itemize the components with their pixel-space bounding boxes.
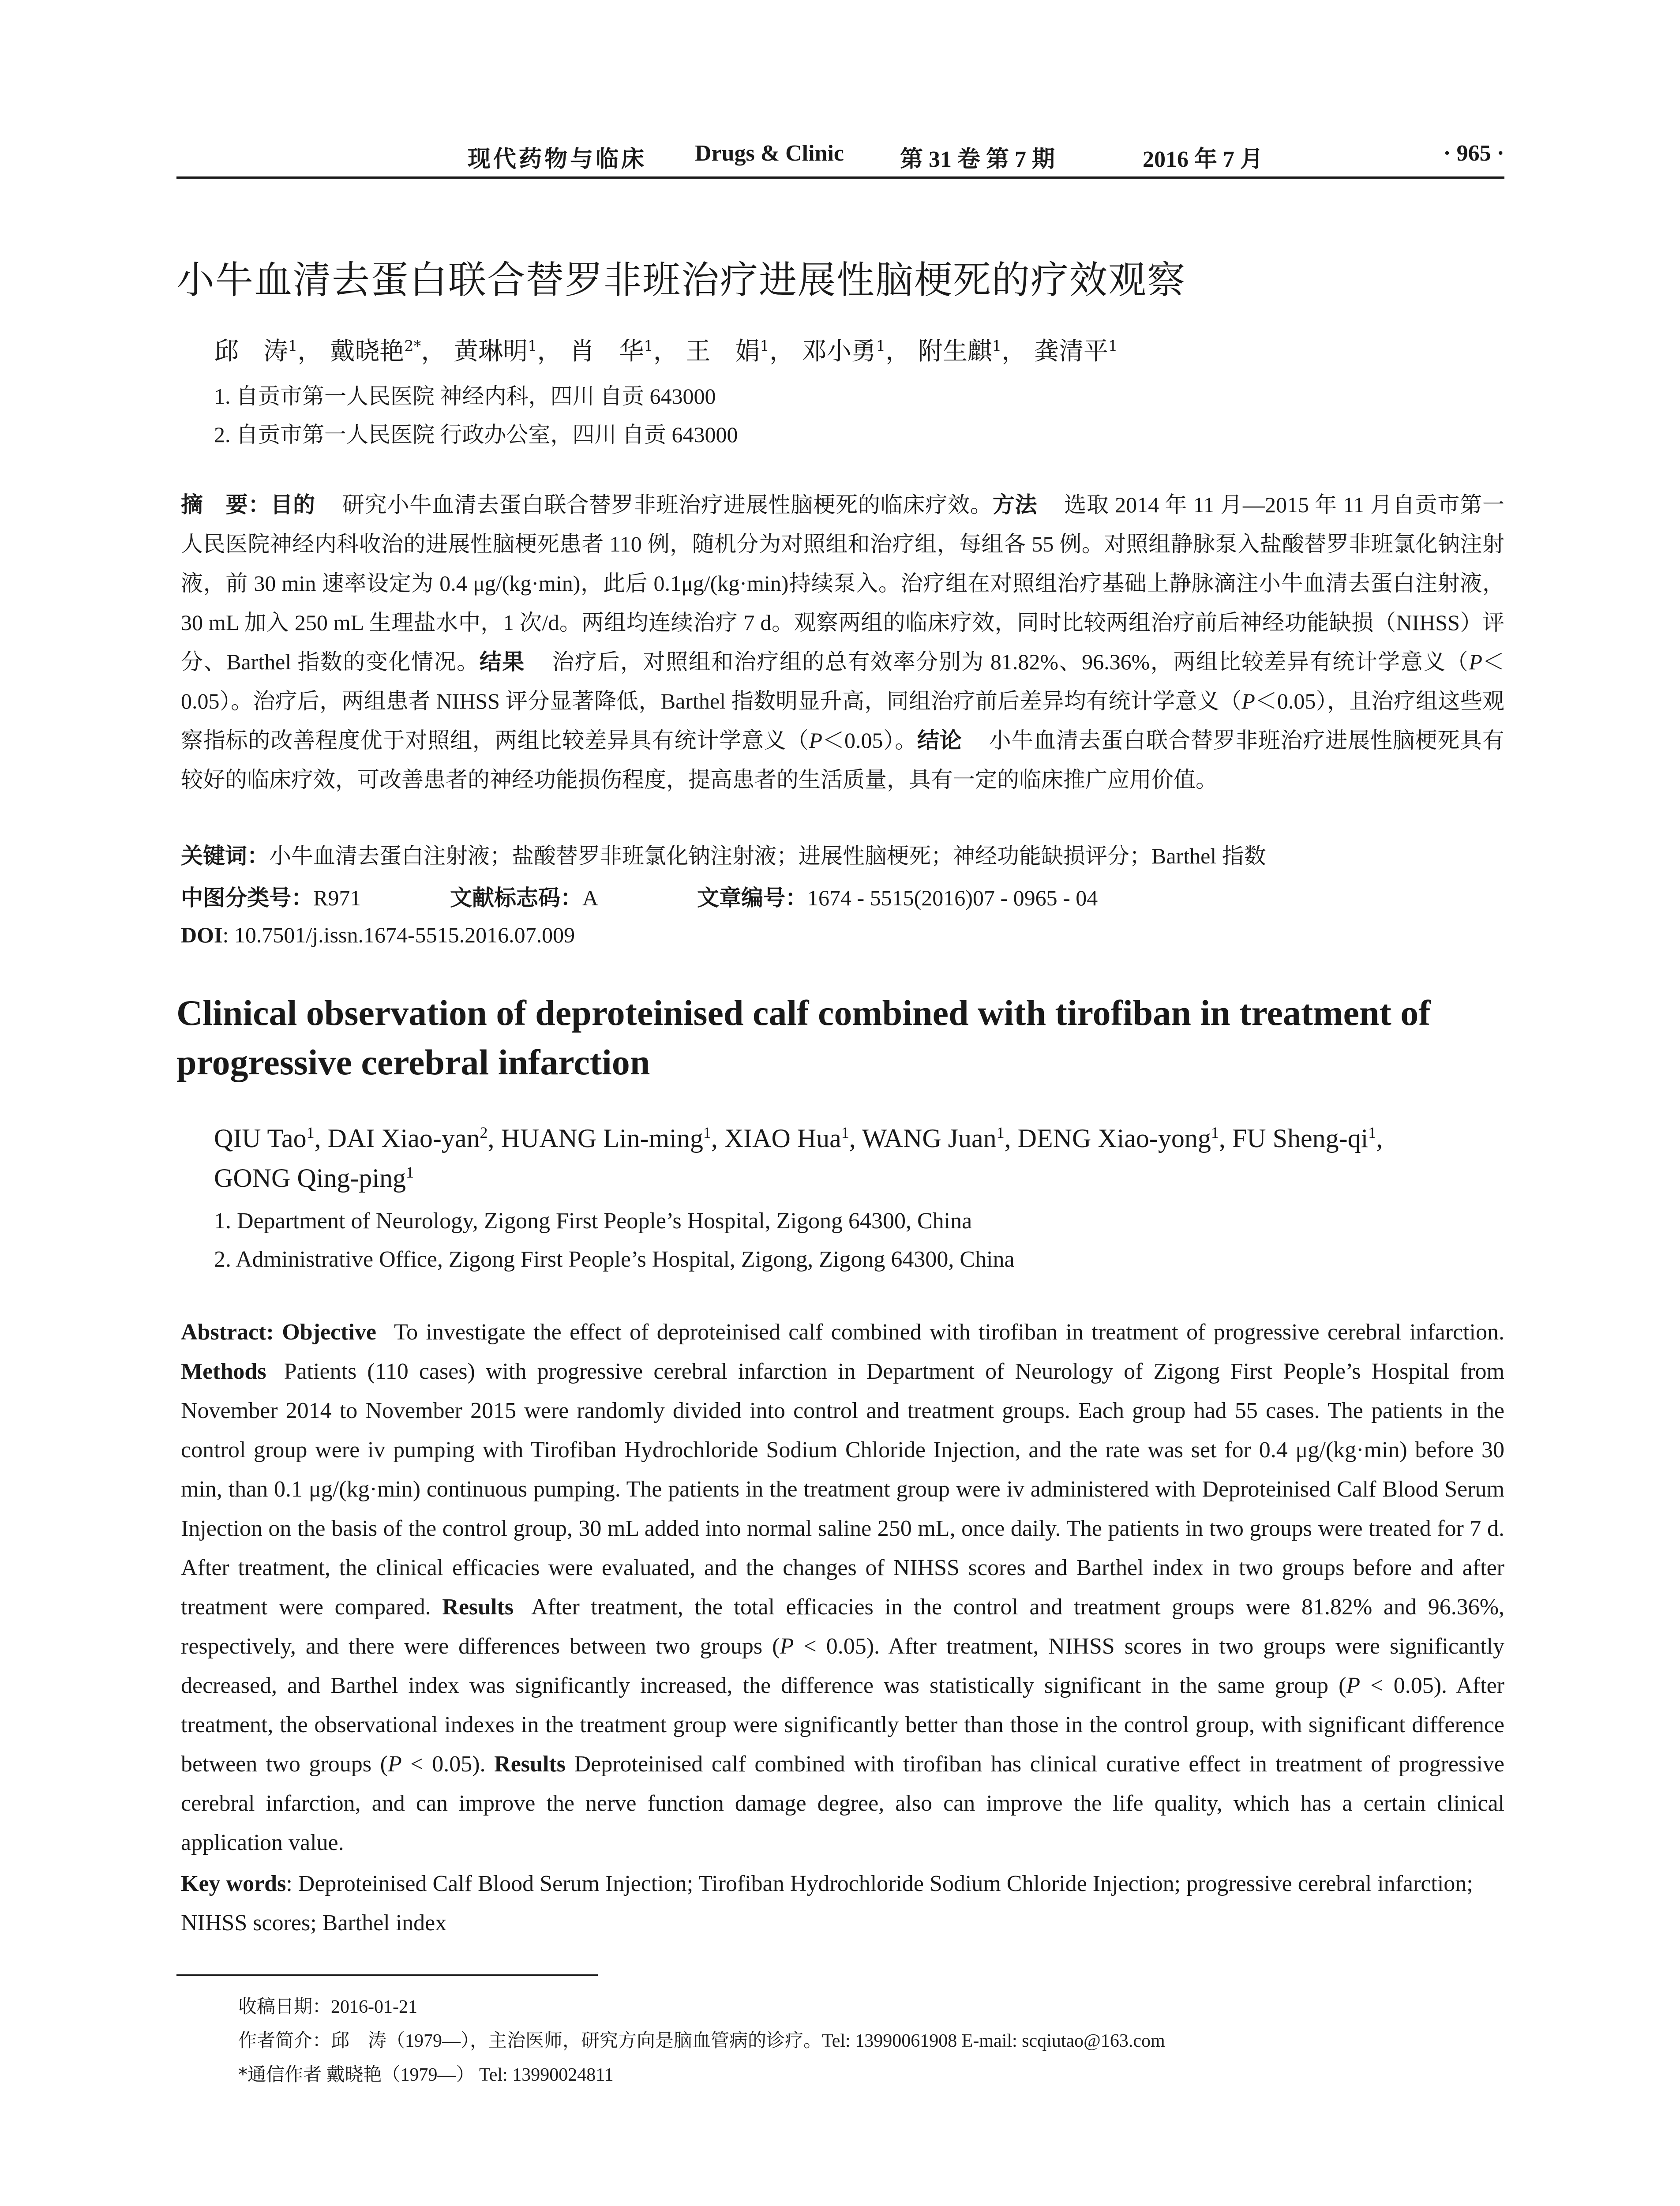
footnotes xyxy=(238,1990,1165,2092)
conclusion-text-cn: 小牛血清去蛋白联合替罗非班治疗进展性脑梗死具有较好的临床疗效，可改善患者的神经功能损伤程度，提高患者的生活质量，具有一定的临床推广应用价值。 xyxy=(181,728,1505,792)
author-en: DENG Xiao-yong xyxy=(1017,1124,1211,1153)
p-value-symbol: P xyxy=(1346,1673,1361,1698)
author-affil-mark: 1 xyxy=(644,337,653,355)
author-cn: 邱 涛 xyxy=(214,337,288,366)
author-affil-mark: 1 xyxy=(876,337,886,355)
conclusion-text-en: Deproteinised calf combined with tirofiban has clinical curative effect in treatment of progressive cerebral infarction, and can improve the nerve function damage degree, also can improve the life quality, which has a certain clinical application value. xyxy=(181,1752,1505,1855)
abstract-cn xyxy=(181,485,1504,799)
results-text-cn: 治疗后，对照组和治疗组的总有效率分别为 81.82%、96.36%，两组比较差异有统计学意义（ xyxy=(551,649,1469,674)
results-text-en: After treatment, the total efficacies in the control and treatment groups were 81.82% and 96.36%, respectively, and there were differences between two groups ( xyxy=(181,1594,1505,1659)
affiliation-en-1: 1. Department of Neurology, Zigong First People’s Hospital, Zigong 64300, China xyxy=(214,1208,972,1234)
objective-text-en: To investigate the effect of deproteinised calf combined with tirofiban in treatment of progressive cerebral infarction. xyxy=(394,1320,1504,1345)
keywords-label-en: Key words xyxy=(181,1871,286,1896)
volume-issue: 第 31 卷 第 7 期 xyxy=(900,147,1055,172)
author-cn: 黄琳明 xyxy=(454,337,528,366)
affiliation-en-2: 2. Administrative Office, Zigong First People’s Hospital, Zigong, Zigong 64300, China xyxy=(214,1247,1015,1272)
objective-label-cn: 目的 xyxy=(270,492,315,518)
footnote-rule xyxy=(176,1974,598,1976)
author-affil-mark: 1 xyxy=(288,337,298,355)
results-label-en: Results xyxy=(442,1594,514,1620)
page-number: · 965 · xyxy=(1443,141,1504,166)
author-affil-mark: 1 xyxy=(1211,1124,1219,1141)
corresponding-author: *通信作者 戴晓艳（1979—） Tel: 13990024811 xyxy=(238,2063,614,2085)
affiliation-cn-1: 1. 自贡市第一人民医院 神经内科，四川 自贡 643000 xyxy=(214,384,716,409)
running-header xyxy=(176,140,1504,171)
doi-label: DOI xyxy=(181,923,223,947)
affiliation-cn-2: 2. 自贡市第一人民医院 行政办公室，四川 自贡 643000 xyxy=(214,422,738,447)
author-affil-mark: 1 xyxy=(703,1124,711,1141)
methods-label-en: Methods xyxy=(181,1359,266,1384)
p-value-symbol: P xyxy=(809,728,823,753)
journal-name-cn: 现代药物与临床 xyxy=(468,147,647,172)
author-affil-mark: 1 xyxy=(1368,1124,1376,1141)
authors-cn: 邱 涛$^1$， 戴晓艳$^{2*}$， 黄琳明$^1$， 肖 华$^1$， 王 娟$^1$， 邓小勇$^1$， 附生麒$^1$， 龚清平$^1$ xyxy=(214,337,1118,366)
author-cn: 王 娟 xyxy=(686,337,760,366)
journal-name-en: Drugs & Clinic xyxy=(695,141,844,166)
doi xyxy=(181,922,575,948)
results-text-en: < 0.05). After treatment, NIHSS scores in two groups were significantly decreased, and Barthel index was significantly increased, the difference was statistically significant in the same group ( xyxy=(181,1634,1504,1698)
title-cn: 小牛血清去蛋白联合替罗非班治疗进展性脑梗死的疗效观察 xyxy=(176,258,1186,302)
results-text-cn: ＜0.05）。治疗后，两组患者 NIHSS 评分显著降低，Barthel 指数明显升高，同组治疗前后差异均有统计学意义（ xyxy=(181,649,1504,713)
keywords-label-cn: 关键词： xyxy=(181,843,269,869)
results-text-en: < 0.05). After treatment, the observational indexes in the treatment group were significantly better than those in the control group, with significant difference between two groups ( xyxy=(181,1673,1504,1777)
results-text-en: < 0.05). xyxy=(401,1752,486,1777)
conclusion-label-en: Results xyxy=(494,1752,566,1777)
author-affil-mark: 1 xyxy=(760,337,769,355)
author-affil-mark: 1 xyxy=(405,1163,414,1181)
author-en: XIAO Hua xyxy=(724,1124,841,1153)
author-affil-mark: 1 xyxy=(1108,337,1118,355)
author-en: WANG Juan xyxy=(862,1124,997,1153)
keywords-en xyxy=(181,1864,1504,1943)
author-cn: 龚清平 xyxy=(1034,337,1109,366)
author-cn: 邓小勇 xyxy=(802,337,876,366)
author-en: QIU Tao xyxy=(214,1124,307,1153)
author-cn: 戴晓艳 xyxy=(330,337,405,366)
keywords-text-en: : Deproteinised Calf Blood Serum Injection; Tirofiban Hydrochloride Sodium Chloride Injection; progressive cerebral infarction; NIHSS scores; Barthel index xyxy=(181,1871,1473,1936)
document-code: 文献标志码：A xyxy=(450,885,599,911)
abstract-en xyxy=(181,1313,1504,1862)
results-text-cn: ＜0.05），且治疗组这些观察指标的改善程度优于对照组，两组比较差异具有统计学意义（ xyxy=(181,689,1505,753)
author-cn: 肖 华 xyxy=(570,337,644,366)
results-text-cn: ＜0.05）。 xyxy=(822,728,918,753)
header-rule xyxy=(176,176,1504,179)
author-cn: 附生麒 xyxy=(918,337,992,366)
p-value-symbol: P xyxy=(1469,649,1482,674)
author-en: FU Sheng-qi xyxy=(1232,1124,1369,1153)
author-affil-mark: 1 xyxy=(841,1124,849,1141)
author-en: DAI Xiao-yan xyxy=(327,1124,480,1153)
author-affil-mark: 1 xyxy=(528,337,537,355)
methods-text-en: Patients (110 cases) with progressive cerebral infarction in Department of Neurology of Zigong First People’s Hospital from November 2014 to November 2015 were randomly divided into control and treatment groups. Each group had 55 cases. The patients in the control group were iv pumping with Tirofiban Hydrochloride Sodium Chloride Injection, and the rate was set for 0.4 μg/(kg·min) before 30 min, than 0.1 μg/(kg·min) continuous pumping. The patients in the treatment group were iv administered with Deproteinised Calf Blood Serum Injection on the basis of the control group, 30 mL added into normal saline 250 mL, once daily. The patients in two groups were treated for 7 d. After treatment, the clinical efficacies were evaluated, and the changes of NIHSS scores and Barthel index in two groups before and after treatment were compared. xyxy=(181,1359,1504,1620)
author-affil-mark: 2 xyxy=(480,1124,488,1141)
conclusion-label-cn: 结论 xyxy=(917,728,962,753)
issue-date: 2016 年 7 月 xyxy=(1143,147,1264,172)
author-affil-mark: 1 xyxy=(306,1124,315,1141)
methods-text-cn: 选取 2014 年 11 月—2015 年 11 月自贡市第一人民医院神经内科收治的进展性脑梗死患者 110 例，随机分为对照组和治疗组，每组各 55 例。对照组静脉泵入盐酸替罗非班氯化钠注射液，前 30 min 速率设定为 0.4 μg/(kg·min)，此后 0.1μg/(kg·min)持续泵入。治疗组在对照组治疗基础上静脉滴注小牛血清去蛋白注射液，30 mL 加入 250 mL 生理盐水中，1 次/d。两组均连续治疗 7 d。观察两组的临床疗效，同时比较两组治疗前后神经功能缺损（NIHSS）评分、Barthel 指数的变化情况。 xyxy=(181,492,1505,674)
abstract-label-cn: 摘 要： xyxy=(181,492,271,518)
methods-label-cn: 方法 xyxy=(992,492,1038,518)
p-value-symbol: P xyxy=(387,1752,402,1777)
objective-text-cn: 研究小牛血清去蛋白联合替罗非班治疗进展性脑梗死的临床疗效。 xyxy=(341,492,993,517)
author-affil-mark: 2* xyxy=(404,337,421,355)
author-affil-mark: 1 xyxy=(992,337,1002,355)
author-en: GONG Qing-ping xyxy=(214,1163,406,1193)
authors-en: QIU Tao$^1$, DAI Xiao-yan$^2$, HUANG Lin-ming$^1$, XIAO Hua$^1$, WANG Juan$^1$, DENG Xiao-yong$^1$, FU Sheng-$qi^1$, GONG Qing-ping$^1$ xyxy=(214,1124,1383,1193)
article-number: 文章编号：1674 - 5515(2016)07 - 0965 - 04 xyxy=(697,885,1098,911)
keywords-text-cn: 小牛血清去蛋白注射液；盐酸替罗非班氯化钠注射液；进展性脑梗死；神经功能缺损评分；Barthel 指数 xyxy=(269,844,1266,868)
author-en: HUANG Lin-ming xyxy=(501,1124,703,1153)
p-value-symbol: P xyxy=(1241,689,1255,713)
clc-number: 中图分类号：R971 xyxy=(181,885,361,911)
p-value-symbol: P xyxy=(780,1634,794,1659)
received-date: 收稿日期：2016-01-21 xyxy=(238,1996,417,2017)
abstract-label-en: Abstract: xyxy=(181,1320,274,1345)
author-affil-mark: 1 xyxy=(996,1124,1005,1141)
objective-label-en: Objective xyxy=(282,1320,376,1345)
doi-value: : 10.7501/j.issn.1674-5515.2016.07.009 xyxy=(222,923,575,947)
title-en: Clinical observation of deproteinised calf combined with tirofiban in treatment of progressive cerebral infarction xyxy=(176,993,1431,1082)
author-bio: 作者简介：邱 涛（1979—），主治医师，研究方向是脑血管病的诊疗。Tel: 13990061908 E-mail: scqiutao@163.com xyxy=(238,2030,1165,2051)
keywords-cn xyxy=(181,838,1266,870)
results-label-cn: 结果 xyxy=(479,649,525,675)
